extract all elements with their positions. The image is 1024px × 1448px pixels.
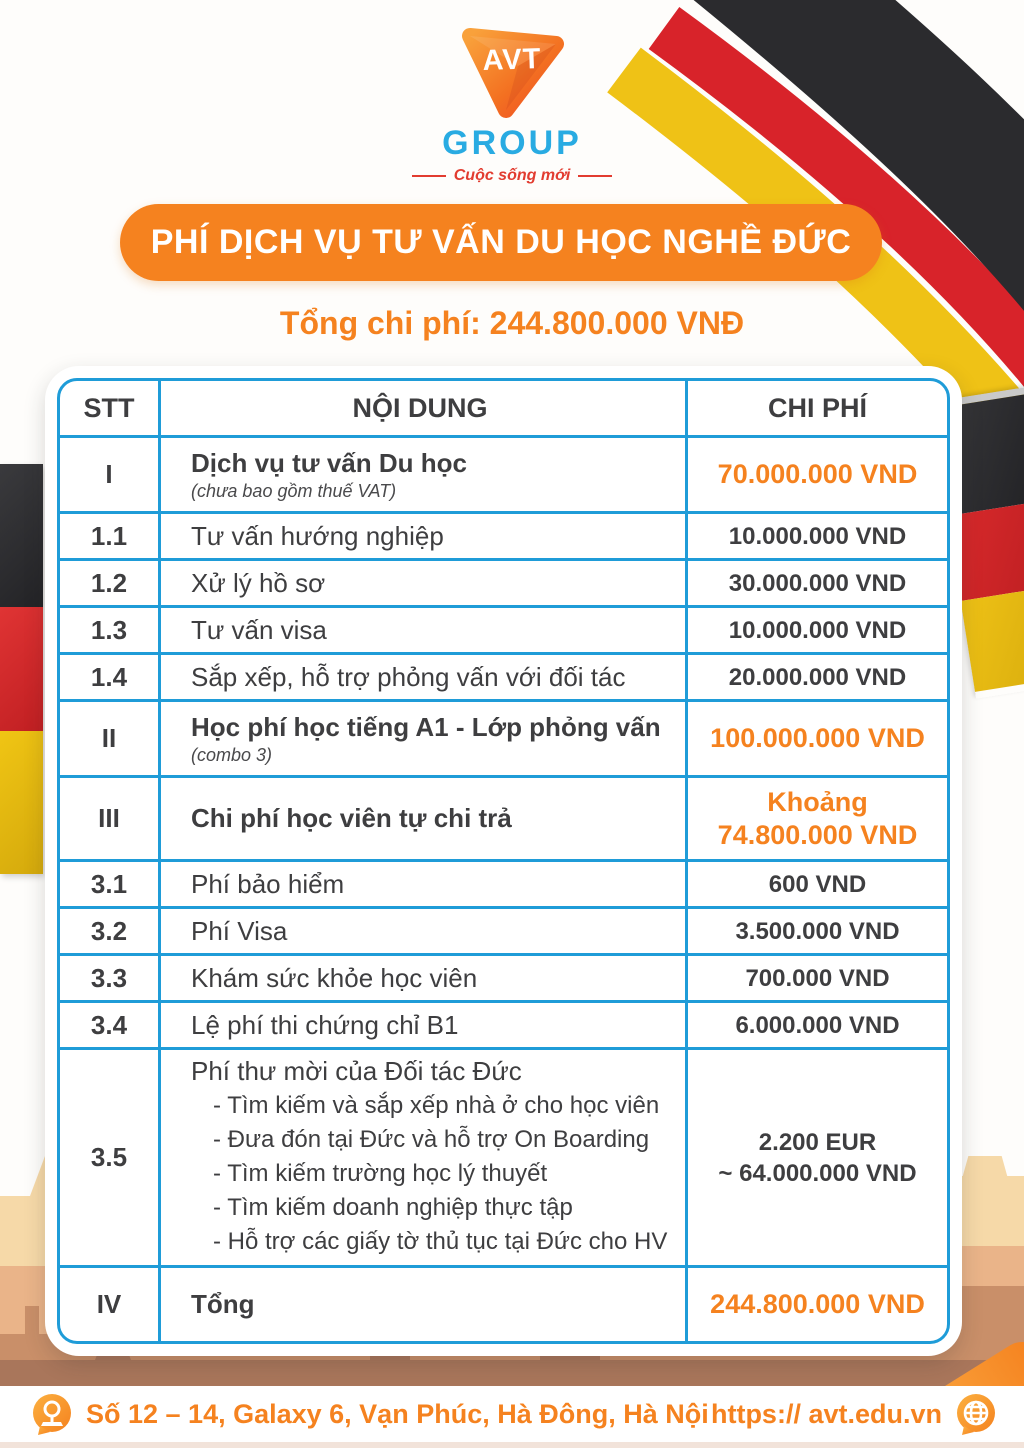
flag-black-band xyxy=(0,464,43,607)
row-cost xyxy=(685,608,947,652)
row-number xyxy=(60,438,158,511)
row-title: Tư vấn visa xyxy=(191,614,327,645)
row-title: Lệ phí thi chứng chỉ B1 xyxy=(191,1009,459,1040)
fee-table-row-II xyxy=(60,699,947,775)
row-title: Sắp xếp, hỗ trợ phỏng vấn với đối tác xyxy=(191,661,626,692)
logo-group-text: GROUP xyxy=(442,124,582,162)
tagline-dash-right xyxy=(578,175,612,177)
row-number-text: 1.1 xyxy=(90,520,128,551)
row-cost xyxy=(685,778,947,859)
fee-table-row-3.4 xyxy=(60,1000,947,1047)
row-number-text: 1.3 xyxy=(90,614,128,645)
row-cost-line: 10.000.000 VND xyxy=(728,522,907,550)
row-cost-line: 2.200 EUR xyxy=(758,1128,877,1156)
row-number-text: 1.4 xyxy=(90,661,128,692)
fee-table-row-1.1 xyxy=(60,511,947,558)
row-number xyxy=(60,909,158,953)
row-number-text: 3.1 xyxy=(90,868,128,899)
row-cost-line: 70.000.000 VND xyxy=(717,459,918,489)
row-item: - Hỗ trợ các giấy tờ thủ tục tại Đức cho HV xyxy=(213,1228,668,1255)
fee-table-row-3.1 xyxy=(60,859,947,906)
row-cost-line: 100.000.000 VND xyxy=(710,723,925,753)
row-number xyxy=(60,1268,158,1341)
fee-table-row-1.3 xyxy=(60,605,947,652)
row-cost xyxy=(685,438,947,511)
row-cost-line: 600 VND xyxy=(768,870,867,898)
row-title: Dịch vụ tư vấn Du học xyxy=(191,447,467,478)
row-number-text: IV xyxy=(96,1289,122,1319)
fee-table xyxy=(57,378,950,1344)
fee-table-body xyxy=(60,435,947,1341)
row-content xyxy=(158,862,685,906)
header-cell-noi-dung: NỘI DUNG xyxy=(158,381,685,435)
row-cost xyxy=(685,1050,947,1265)
fee-table-row-I xyxy=(60,435,947,511)
fee-table-row-3.5 xyxy=(60,1047,947,1265)
brand-logo xyxy=(0,24,1024,185)
row-note: (chưa bao gồm thuế VAT) xyxy=(191,480,397,501)
row-cost xyxy=(685,956,947,1000)
row-title: Xử lý hồ sơ xyxy=(191,567,326,598)
row-number-text: 3.2 xyxy=(90,915,128,946)
fee-table-header-row xyxy=(60,381,947,435)
row-cost-line: 3.500.000 VND xyxy=(735,917,900,945)
row-item-list xyxy=(191,1089,667,1259)
row-number-text: 3.4 xyxy=(90,1009,128,1040)
row-content xyxy=(158,1003,685,1047)
row-number xyxy=(60,702,158,775)
fee-table-row-1.4 xyxy=(60,652,947,699)
row-item: - Đưa đón tại Đức và hỗ trợ On Boarding xyxy=(213,1126,650,1153)
row-cost-line: 20.000.000 VND xyxy=(728,663,907,691)
row-content xyxy=(158,655,685,699)
row-cost-line: 30.000.000 VND xyxy=(728,569,907,597)
row-number-text: 3.5 xyxy=(90,1142,128,1172)
fee-table-row-3.3 xyxy=(60,953,947,1000)
row-title: Tổng xyxy=(191,1289,255,1319)
row-title: Học phí học tiếng A1 - Lớp phỏng vấn xyxy=(191,711,661,742)
row-title: Tư vấn hướng nghiệp xyxy=(191,520,444,551)
row-cost xyxy=(685,514,947,558)
row-number xyxy=(60,608,158,652)
page-title: PHÍ DỊCH VỤ TƯ VẤN DU HỌC NGHỀ ĐỨC xyxy=(150,223,852,261)
fee-table-row-III xyxy=(60,775,947,859)
footer-bar xyxy=(0,1386,1024,1442)
row-item: - Tìm kiếm doanh nghiệp thực tập xyxy=(213,1194,573,1221)
row-content xyxy=(158,956,685,1000)
row-number xyxy=(60,1003,158,1047)
row-number-text: III xyxy=(98,803,120,833)
row-cost xyxy=(685,655,947,699)
row-cost-line: Khoảng xyxy=(767,786,868,817)
row-cost xyxy=(685,702,947,775)
row-number xyxy=(60,862,158,906)
row-content xyxy=(158,778,685,859)
row-content xyxy=(158,1268,685,1341)
row-cost-line: 10.000.000 VND xyxy=(728,616,907,644)
flag-gold-band xyxy=(961,584,1024,692)
row-title: Khám sức khỏe học viên xyxy=(191,962,478,993)
avt-logo-mark xyxy=(456,24,568,120)
row-cost xyxy=(685,909,947,953)
row-number xyxy=(60,1050,158,1265)
row-content xyxy=(158,608,685,652)
row-content xyxy=(158,702,685,775)
row-number-text: I xyxy=(105,459,113,489)
tagline-text: Cuộc sống mới xyxy=(453,167,571,184)
row-content xyxy=(158,1050,685,1265)
row-number xyxy=(60,514,158,558)
german-flag-strip-left xyxy=(0,464,43,874)
row-number xyxy=(60,561,158,605)
location-pin-icon xyxy=(30,1392,74,1436)
footer-website-group xyxy=(711,1392,998,1436)
footer-address-group xyxy=(30,1392,709,1436)
logo-tagline xyxy=(0,167,1024,185)
row-item: - Tìm kiếm trường học lý thuyết xyxy=(213,1160,548,1187)
header-cell-chi-phi: CHI PHÍ xyxy=(685,381,947,435)
fee-table-card xyxy=(45,366,962,1356)
row-content xyxy=(158,438,685,511)
website-link[interactable]: https:// avt.edu.vn xyxy=(710,1398,942,1429)
row-cost-line: 244.800.000 VND xyxy=(710,1289,925,1319)
tagline-dash-left xyxy=(412,175,446,177)
row-cost-line: ~ 64.000.000 VND xyxy=(718,1159,917,1187)
row-title: Phí thư mời của Đối tác Đức xyxy=(191,1056,522,1086)
total-cost-subtitle: Tổng chi phí: 244.800.000 VNĐ xyxy=(279,305,745,341)
logo-avt-text: AVT xyxy=(482,42,542,78)
row-number xyxy=(60,655,158,699)
fee-table-row-1.2 xyxy=(60,558,947,605)
row-cost-line: 700.000 VND xyxy=(745,964,890,992)
row-number xyxy=(60,778,158,859)
flag-red-band xyxy=(0,607,43,731)
row-cost-line: 6.000.000 VND xyxy=(735,1011,900,1039)
row-cost xyxy=(685,862,947,906)
row-cost xyxy=(685,1268,947,1341)
row-note: (combo 3) xyxy=(191,744,273,765)
row-content xyxy=(158,561,685,605)
row-content xyxy=(158,514,685,558)
row-cost xyxy=(685,1003,947,1047)
flag-gold-band xyxy=(0,731,43,874)
row-number-text: 3.3 xyxy=(90,962,128,993)
row-item: - Tìm kiếm và sắp xếp nhà ở cho học viên xyxy=(213,1092,660,1119)
row-title: Phí bảo hiểm xyxy=(191,868,345,899)
row-cost-line: 74.800.000 VND xyxy=(717,819,918,850)
row-title: Chi phí học viên tự chi trả xyxy=(191,803,512,833)
fee-table-row-3.2 xyxy=(60,906,947,953)
bottom-edge-strip xyxy=(0,1442,1024,1448)
row-title: Phí Visa xyxy=(191,915,288,946)
footer-address: Số 12 – 14, Galaxy 6, Vạn Phúc, Hà Đông, Hà Nội xyxy=(86,1398,709,1429)
row-number-text: II xyxy=(101,723,117,753)
page-title-banner xyxy=(120,204,882,281)
row-content xyxy=(158,909,685,953)
globe-icon xyxy=(954,1392,998,1436)
header-cell-stt: STT xyxy=(83,392,135,423)
fee-table-row-IV xyxy=(60,1265,947,1341)
row-number-text: 1.2 xyxy=(90,567,128,598)
row-cost xyxy=(685,561,947,605)
row-number xyxy=(60,956,158,1000)
